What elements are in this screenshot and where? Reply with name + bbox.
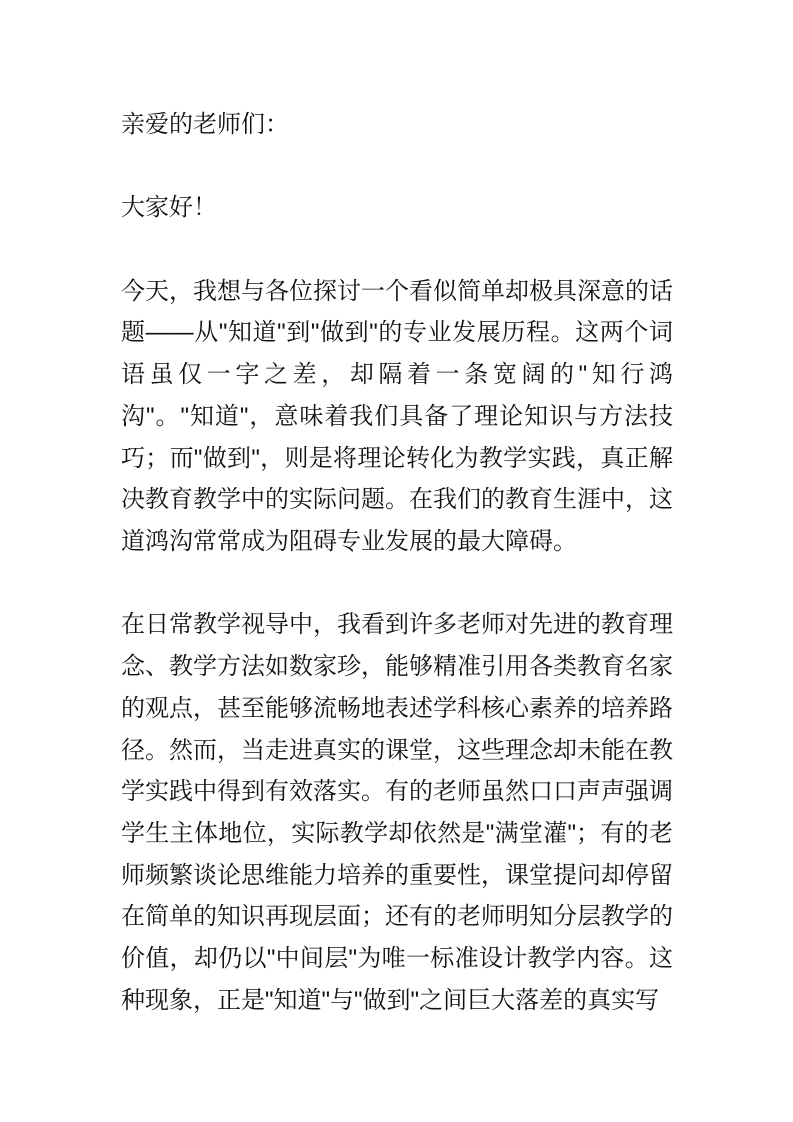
greeting-line: 大家好！ — [121, 194, 217, 222]
letter-body — [121, 104, 673, 1021]
salutation-line: 亲爱的老师们： — [121, 111, 289, 138]
paragraph-knowing-vs-doing: 今天，我想与各位探讨一个看似简单却极具深意的话题——从"知道"到"做到"的专业发展历程。这两个词语虽仅一字之差，却隔着一条宽阔的"知行鸿沟"。"知道"，意味着我们具备了理论知识与方法技巧；而"做到"，则是将理论转化为教学实践，真正解决教育教学中的实际问题。在我们的教育生涯中，这道鸿沟常常成为阻碍专业发展的最大障碍。 — [121, 277, 673, 555]
paragraph-classroom-observations: 在日常教学视导中，我看到许多老师对先进的教育理念、教学方法如数家珍，能够精准引用各类教育名家的观点，甚至能够流畅地表述学科核心素养的培养路径。然而，当走进真实的课堂，这些理念却未能在教学实践中得到有效落实。有的老师虽然口口声声强调学生主体地位，实际教学却依然是"满堂灌"；有的老师频繁谈论思维能力培养的重要性，课堂提问却停留在简单的知识再现层面；还有的老师明知分层教学的价值，却仍以"中间层"为唯一标准设计教学内容。这种现象，正是"知道"与"做到"之间巨大落差的真实写 — [121, 611, 673, 1014]
